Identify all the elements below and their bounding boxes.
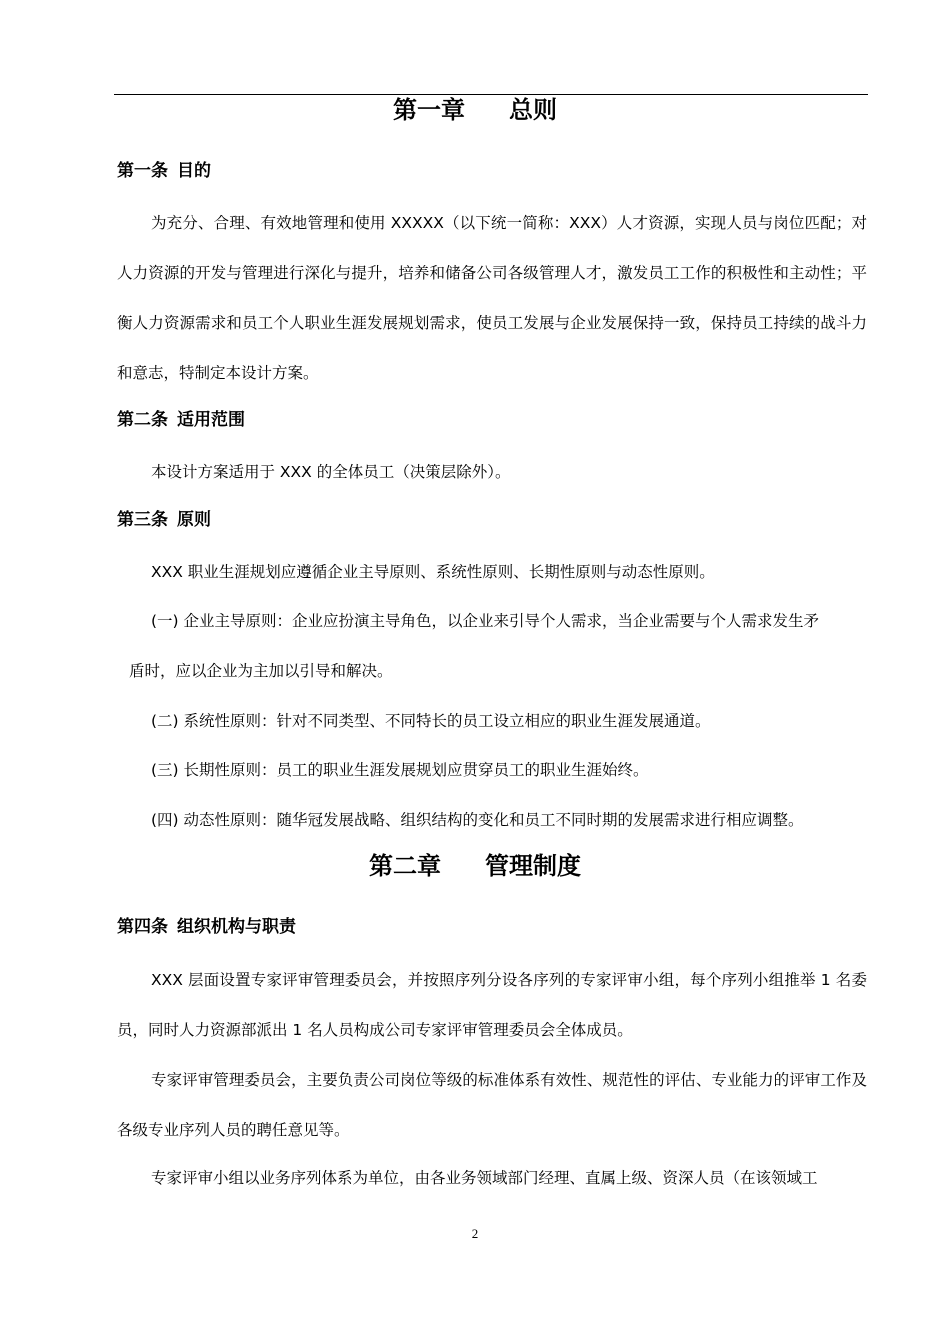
article-3-principle-4: (四) 动态性原则：随华冠发展战略、组织结构的变化和员工不同时期的发展需求进行相应调整。	[151, 811, 804, 829]
article-3-title: 原则	[177, 510, 211, 530]
article-4-number: 第四条	[117, 917, 168, 937]
article-4-paragraph-1: XXX 层面设置专家评审管理委员会，并按照序列分设各序列的专家评审小组，每个序列小组推举 1 名委员，同时人力资源部派出 1 名人员构成公司专家评审管理委员会全体成员。	[117, 971, 867, 1039]
chapter-2-title: 管理制度	[485, 852, 581, 880]
chapter-2-heading	[0, 850, 950, 882]
article-3-heading	[117, 508, 211, 532]
article-2-heading	[117, 408, 245, 432]
article-4-title: 组织机构与职责	[177, 917, 296, 937]
article-2-title: 适用范围	[177, 410, 245, 430]
article-1-title: 目的	[177, 161, 211, 181]
article-2-number: 第二条	[117, 410, 168, 430]
article-4-heading	[117, 915, 296, 939]
article-1-heading	[117, 159, 211, 183]
chapter-1-prefix: 第一章	[393, 96, 465, 124]
article-3-principle-2: (二) 系统性原则：针对不同类型、不同特长的员工设立相应的职业生涯发展通道。	[151, 712, 711, 730]
article-1-number: 第一条	[117, 161, 168, 181]
article-1-body: 为充分、合理、有效地管理和使用 XXXXX（以下统一简称：XXX）人才资源，实现人员与岗位匹配；对人力资源的开发与管理进行深化与提升，培养和储备公司各级管理人才，激发员工工作的积极性和主动性；平衡人力资源需求和员工个人职业生涯发展规划需求，使员工发展与企业发展保持一致，保持员工持续的战斗力和意志，特制定本设计方案。	[117, 214, 867, 382]
chapter-1-heading	[0, 94, 950, 126]
chapter-2-prefix: 第二章	[369, 852, 441, 880]
article-4-paragraph-3: 专家评审小组以业务序列体系为单位，由各业务领域部门经理、直属上级、资深人员（在该领域工	[151, 1169, 818, 1187]
article-4-paragraph-2: 专家评审管理委员会，主要负责公司岗位等级的标准体系有效性、规范性的评估、专业能力的评审工作及各级专业序列人员的聘任意见等。	[117, 1071, 867, 1139]
chapter-1-title: 总则	[509, 96, 557, 124]
article-3-principle-1-line-1: (一) 企业主导原则：企业应扮演主导角色，以企业来引导个人需求，当企业需要与个人需求发生矛	[151, 612, 820, 630]
article-3-principle-1-line-2: 盾时，应以企业为主加以引导和解决。	[129, 662, 393, 680]
article-3-principle-3: (三) 长期性原则：员工的职业生涯发展规划应贯穿员工的职业生涯始终。	[151, 761, 649, 779]
article-3-intro: XXX 职业生涯规划应遵循企业主导原则、系统性原则、长期性原则与动态性原则。	[151, 563, 715, 581]
article-3-number: 第三条	[117, 510, 168, 530]
article-2-body: 本设计方案适用于 XXX 的全体员工（决策层除外）。	[151, 463, 511, 481]
page-number: 2	[471, 1226, 479, 1241]
